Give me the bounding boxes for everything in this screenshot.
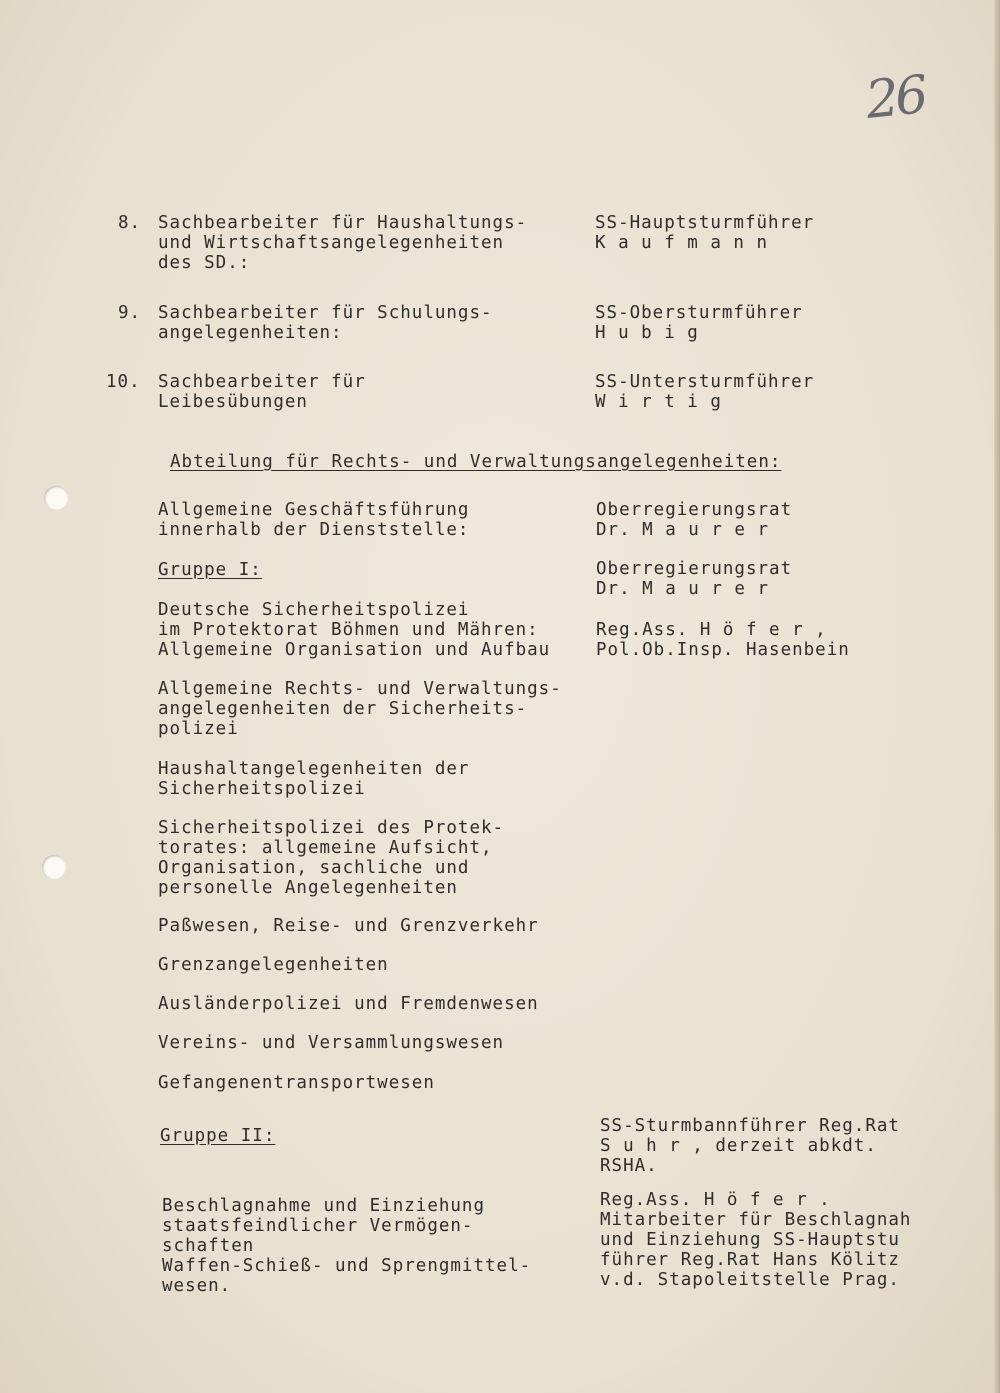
- group-1-item-9: Gefangenentransportwesen: [158, 1073, 435, 1093]
- group-2-person-line-4: führer Reg.Rat Hans Kölitz: [600, 1250, 900, 1270]
- entry-9-line-2: angelegenheiten:: [158, 323, 343, 343]
- punch-hole-top: [44, 486, 68, 510]
- group-1-item-2-line-1: Allgemeine Rechts- und Verwaltungs-: [158, 679, 562, 699]
- group-2-heading: Gruppe II:: [160, 1126, 276, 1146]
- group-1-item-6: Grenzangelegenheiten: [158, 955, 389, 975]
- general-line-1: Allgemeine Geschäftsführung: [158, 500, 470, 520]
- general-person: Dr. M a u r e r: [596, 520, 770, 540]
- entry-10-line-2: Leibesübungen: [158, 392, 308, 412]
- group-1-title: Oberregierungsrat: [596, 559, 793, 579]
- entry-10-rank: SS-Untersturmführer: [595, 372, 815, 392]
- general-line-2: innerhalb der Dienststelle:: [158, 520, 470, 540]
- group-1-item-3-line-2: Sicherheitspolizei: [158, 779, 366, 799]
- group-1-person: Dr. M a u r e r: [596, 579, 770, 599]
- group-1-item-5: Paßwesen, Reise- und Grenzverkehr: [158, 916, 539, 936]
- group-1-item-1-line-1: Deutsche Sicherheitspolizei: [158, 600, 470, 620]
- group-1-item-4-line-2: torates: allgemeine Aufsicht,: [158, 838, 493, 858]
- group-1-item-4-line-4: personelle Angelegenheiten: [158, 878, 458, 898]
- group-1-item-8: Vereins- und Versammlungswesen: [158, 1033, 505, 1053]
- handwritten-page-number: 26: [863, 65, 928, 131]
- group-2-item-line-5: wesen.: [162, 1276, 232, 1296]
- entry-10-number: 10.: [106, 372, 141, 392]
- group-2-item-line-4: Waffen-Schieß- und Sprengmittel-: [162, 1256, 532, 1276]
- entry-9-line-1: Sachbearbeiter für Schulungs-: [158, 303, 493, 323]
- group-1-item-4-line-1: Sicherheitspolizei des Protek-: [158, 818, 505, 838]
- group-1-item-3-line-1: Haushaltangelegenheiten der: [158, 759, 470, 779]
- group-2-person-line-5: v.d. Stapoleitstelle Prag.: [600, 1270, 900, 1290]
- group-1-heading: Gruppe I:: [158, 560, 262, 580]
- entry-10-person: W i r t i g: [595, 392, 722, 412]
- group-1-item-1-person-2: Pol.Ob.Insp. Hasenbein: [596, 640, 850, 660]
- group-2-person-line-3: und Einziehung SS-Hauptstu: [600, 1230, 900, 1250]
- entry-9-rank: SS-Obersturmführer: [595, 303, 803, 323]
- group-1-item-1-line-2: im Protektorat Böhmen und Mähren:: [158, 620, 539, 640]
- group-1-item-2-line-3: polizei: [158, 719, 239, 739]
- entry-8-line-1: Sachbearbeiter für Haushaltungs-: [158, 213, 528, 233]
- group-2-head-line-2: S u h r , derzeit abkdt.: [600, 1136, 877, 1156]
- group-1-item-1-line-3: Allgemeine Organisation und Aufbau: [158, 640, 551, 660]
- entry-8-line-2: und Wirtschaftsangelegenheiten: [158, 233, 505, 253]
- group-2-item-line-2: staatsfeindlicher Vermögen-: [162, 1216, 474, 1236]
- group-2-person-line-1: Reg.Ass. H ö f e r .: [600, 1190, 831, 1210]
- group-2-item-line-1: Beschlagnahme und Einziehung: [162, 1196, 486, 1216]
- group-1-item-4-line-3: Organisation, sachliche und: [158, 858, 470, 878]
- entry-9-number: 9.: [118, 303, 142, 323]
- group-2-head-line-1: SS-Sturmbannführer Reg.Rat: [600, 1116, 900, 1136]
- group-2-person-line-2: Mitarbeiter für Beschlagnah: [600, 1210, 912, 1230]
- entry-8-number: 8.: [118, 213, 142, 233]
- group-2-head-line-3: RSHA.: [600, 1156, 658, 1176]
- entry-8-line-3: des SD.:: [158, 253, 251, 273]
- group-1-item-7: Ausländerpolizei und Fremdenwesen: [158, 994, 539, 1014]
- group-1-item-2-line-2: angelegenheiten der Sicherheits-: [158, 699, 528, 719]
- entry-8-person: K a u f m a n n: [595, 233, 769, 253]
- entry-9-person: H u b i g: [595, 323, 699, 343]
- entry-8-rank: SS-Hauptsturmführer: [595, 213, 815, 233]
- general-title: Oberregierungsrat: [596, 500, 793, 520]
- punch-hole-bottom: [42, 855, 66, 879]
- entry-10-line-1: Sachbearbeiter für: [158, 372, 366, 392]
- group-1-item-1-person-1: Reg.Ass. H ö f e r ,: [596, 620, 827, 640]
- paper-edge: [994, 0, 1000, 1393]
- group-2-item-line-3: schaften: [162, 1236, 255, 1256]
- section-heading: Abteilung für Rechts- und Verwaltungsangelegenheiten:: [170, 452, 782, 472]
